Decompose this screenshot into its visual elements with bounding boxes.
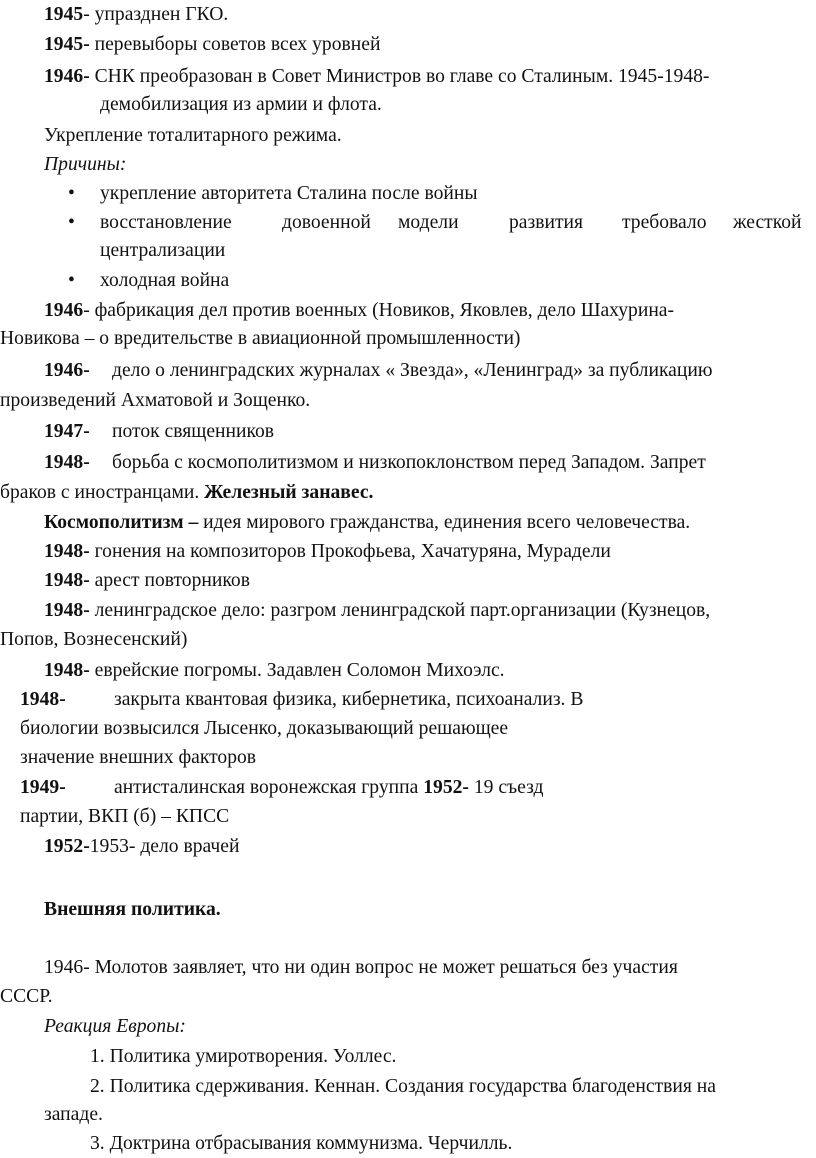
reason-text: холодная война — [100, 270, 230, 291]
entry-text: дело о ленинградских журналах « Звезда», «Ленинград» за публикацию — [112, 360, 713, 381]
year: 1946- — [44, 66, 90, 87]
entry-1946-military — [44, 296, 816, 325]
year: 1945 — [44, 4, 84, 25]
iron-curtain: Железный занавес. — [204, 482, 374, 503]
year: 1948- — [44, 452, 90, 473]
foreign-policy-paragraph-cont: СССР. — [0, 986, 53, 1007]
entry-text: - упразднен ГКО. — [83, 4, 229, 25]
entry-text: еврейские погромы. Задавлен Соломон Михоэлс. — [89, 660, 505, 681]
entry-text: 19 съезд — [468, 777, 544, 798]
year: 1946 — [44, 300, 84, 321]
term: Космополитизм – — [44, 512, 199, 533]
reason-cont: централизации — [100, 240, 226, 261]
foreign-policy-paragraph: 1946- Молотов заявляет, что ни один вопрос не может решаться без участия — [44, 957, 678, 978]
entry-1946-sovmin-cont: демобилизация из армии и флота. — [100, 94, 382, 115]
entry-1945-elections — [44, 30, 816, 59]
reasons-label: Причины: — [44, 154, 127, 175]
year: 1946- — [44, 360, 90, 381]
reaction-item: 3. Доктрина отбрасывания коммунизма. Черчилль. — [90, 1133, 513, 1154]
entry-text: арест повторников — [89, 570, 250, 591]
reaction-item-cont: западе. — [44, 1104, 103, 1125]
entry-1948-composers — [44, 537, 816, 566]
entry-1952-doctors — [44, 832, 816, 861]
reason-word: развития — [509, 212, 584, 233]
entry-1948-pogroms — [44, 656, 816, 685]
year: 1948- — [44, 600, 90, 621]
definition-text: идея мирового гражданства, единения всего человечества. — [198, 512, 691, 533]
entry-1946-journals — [44, 356, 816, 385]
entry-text: поток священников — [112, 421, 275, 442]
reaction-item: 2. Политика сдерживания. Кеннан. Создания государства благоденствия на — [90, 1076, 716, 1097]
reaction-item: 1. Политика умиротворения. Уоллес. — [90, 1046, 397, 1067]
foreign-policy-heading: Внешняя политика. — [44, 899, 221, 920]
definition-cosmopolitanism — [44, 508, 816, 537]
entry-1945-gko — [44, 0, 816, 29]
reaction-label: Реакция Европы: — [44, 1016, 186, 1037]
reason-word: жесткой — [733, 212, 802, 233]
entry-1947-priests — [44, 417, 816, 446]
entry-text: гонения на композиторов Прокофьева, Хачатуряна, Мурадели — [89, 541, 611, 562]
entry-1946-military-cont: Новикова – о вредительстве в авиационной промышленности) — [0, 328, 521, 349]
year: 1948- — [44, 570, 90, 591]
entry-1946-journals-cont: произведений Ахматовой и Зощенко. — [0, 390, 311, 411]
entry-1948-cosmopolitanism-cont — [0, 478, 816, 507]
bullet-icon: • — [68, 270, 75, 291]
entry-text: антисталинская воронежская группа — [114, 777, 424, 798]
year: 1949- — [20, 777, 66, 798]
year: 1952- — [44, 836, 90, 857]
entry-text: 1953- дело врачей — [89, 836, 240, 857]
entry-text: закрыта квантовая физика, кибернетика, психоанализ. В — [114, 689, 584, 710]
entry-1948-cosmopolitanism — [44, 448, 816, 477]
entry-1948-science — [20, 685, 816, 714]
entry-1949-voronezh — [20, 773, 816, 802]
entry-1948-arrests — [44, 566, 816, 595]
year: 1948- — [44, 660, 90, 681]
entry-text: ленинградское дело: разгром ленинградской парт.организации (Кузнецов, — [89, 600, 711, 621]
year: 1948- — [44, 541, 90, 562]
reason-word: модели — [398, 212, 459, 233]
entry-text: перевыборы советов всех уровней — [89, 34, 381, 55]
entry-1948-science-cont: значение внешних факторов — [20, 747, 257, 768]
entry-1948-science-cont: биологии возвысился Лысенко, доказывающий решающее — [20, 718, 509, 739]
entry-1946-sovmin — [44, 62, 816, 91]
entry-text: - фабрикация дел против военных (Новиков, Яковлев, дело Шахурина- — [83, 300, 675, 321]
totalitarian-heading: Укрепление тоталитарного режима. — [44, 125, 342, 146]
year: 1947- — [44, 421, 90, 442]
entry-1948-leningrad-case-cont: Попов, Вознесенский) — [0, 629, 188, 650]
entry-1949-voronezh-cont: партии, ВКП (б) – КПСС — [20, 806, 230, 827]
bullet-icon: • — [68, 212, 75, 233]
entry-text: СНК преобразован в Совет Министров во главе со Сталиным. 1945-1948- — [89, 66, 710, 87]
year: 1948- — [20, 689, 66, 710]
year: 1945- — [44, 34, 90, 55]
entry-text-group — [114, 773, 543, 802]
reason-word: требовало — [622, 212, 707, 233]
reason-word: довоенной — [282, 212, 371, 233]
reason-word: восстановление — [100, 212, 232, 233]
entry-text: браков с иностранцами. — [0, 482, 205, 503]
entry-text: борьба с космополитизмом и низкопоклонством перед Западом. Запрет — [112, 452, 706, 473]
year: 1952- — [423, 777, 469, 798]
reason-text: укрепление авторитета Сталина после войны — [100, 183, 478, 204]
bullet-icon: • — [68, 183, 75, 204]
entry-1948-leningrad-case — [44, 596, 816, 625]
